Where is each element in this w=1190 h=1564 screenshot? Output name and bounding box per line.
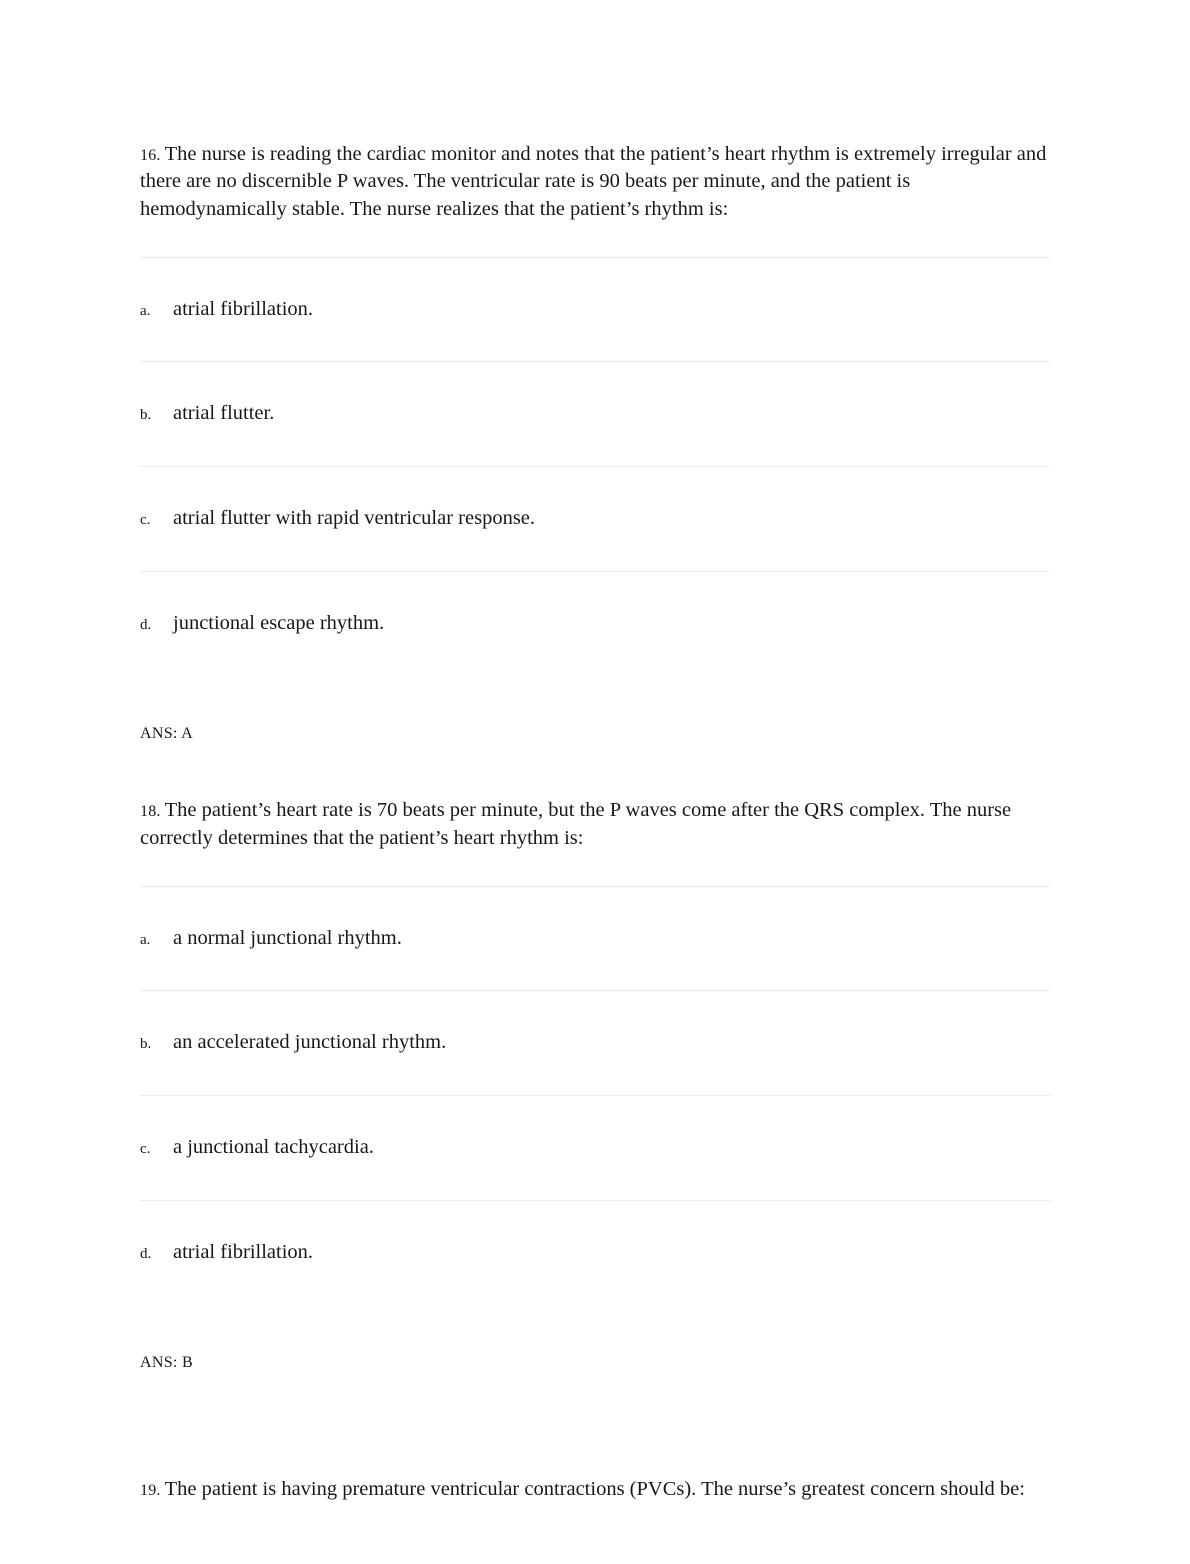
- options-list: [140, 257, 1050, 676]
- question-text: [140, 797, 1050, 852]
- option-text: junctional escape rhythm.: [173, 611, 385, 634]
- option-text: an accelerated junctional rhythm.: [173, 1031, 447, 1054]
- option-b: [140, 361, 1050, 466]
- option-letter: a.: [140, 302, 151, 319]
- question-text: [140, 1476, 1050, 1503]
- option-a: [140, 257, 1050, 362]
- option-letter: b.: [140, 1036, 152, 1053]
- question-number: 18.: [140, 803, 161, 821]
- option-c: [140, 466, 1050, 571]
- option-letter: a.: [140, 931, 151, 948]
- option-d: [140, 1200, 1050, 1305]
- option-letter: b.: [140, 407, 152, 424]
- question-block-16: [140, 141, 1050, 743]
- question-body: The patient is having premature ventricular contractions (PVCs). The nurse’s greatest concern should be:: [164, 1478, 1025, 1501]
- option-letter: d.: [140, 616, 152, 633]
- question-number: 16.: [140, 147, 161, 164]
- answer-line: ANS: B: [140, 1354, 193, 1372]
- option-text: a junctional tachycardia.: [173, 1136, 374, 1159]
- question-body: The nurse is reading the cardiac monitor and notes that the patient’s heart rhythm is extremely irregular and there are no discernible P waves. The ventricular rate is 90 beats per minute, and the patient is hemodynamically stable. The nurse realizes that the patient’s rhythm is:: [140, 143, 1047, 220]
- option-c: [140, 1095, 1050, 1200]
- question-block-19: [140, 1476, 1050, 1503]
- option-letter: c.: [140, 512, 151, 529]
- option-text: atrial flutter with rapid ventricular response.: [173, 507, 536, 530]
- answer-line: ANS: A: [140, 725, 193, 743]
- option-text: atrial flutter.: [173, 402, 275, 425]
- option-b: [140, 990, 1050, 1095]
- option-d: [140, 571, 1050, 676]
- question-body: The patient’s heart rate is 70 beats per minute, but the P waves come after the QRS complex. The nurse correctly determines that the patient’s heart rhythm is:: [140, 799, 1012, 849]
- option-text: a normal junctional rhythm.: [173, 926, 402, 949]
- option-text: atrial fibrillation.: [173, 297, 314, 320]
- question-text: [140, 141, 1050, 223]
- option-a: [140, 886, 1050, 991]
- question-number: 19.: [140, 1482, 161, 1500]
- options-list: [140, 886, 1050, 1305]
- option-text: atrial fibrillation.: [173, 1240, 314, 1263]
- option-letter: d.: [140, 1245, 152, 1262]
- question-block-18: [140, 797, 1050, 1372]
- option-letter: c.: [140, 1141, 151, 1158]
